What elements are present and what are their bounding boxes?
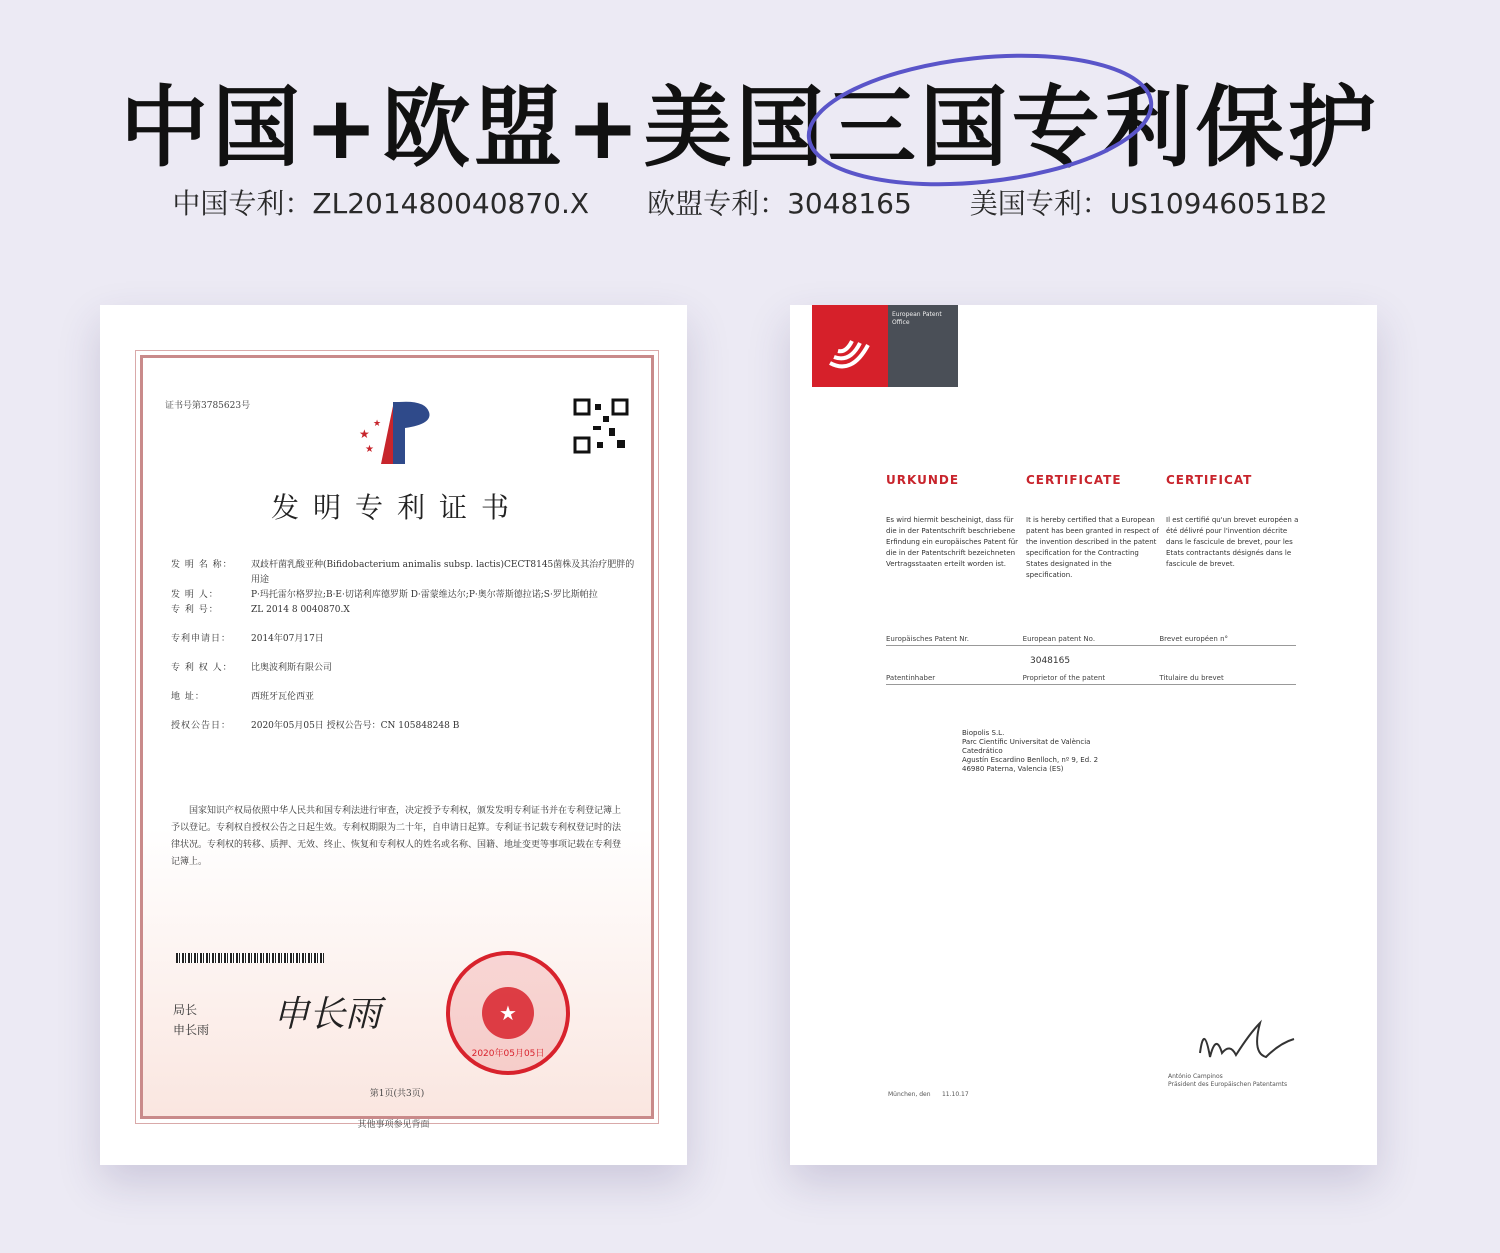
certificate-footer: 其他事项参见背面 bbox=[357, 1120, 430, 1130]
signer-role: Präsident des Europäischen Patentamts bbox=[1168, 1081, 1288, 1088]
certificate-body-text: 国家知识产权局依照中华人民共和国专利法进行审查，决定授予专利权，颁发发明专利证书并在专利登记簿上予以登记。专利权自授权公告之日起生效。专利权期限为二十年，自申请日起算。专利证书记载专利权登记时的法律状况。专利权的转移、质押、无效、终止、恢复和专利权人的姓名或名称、国籍、地址变更等事项记载在专利登记簿上。 bbox=[171, 806, 622, 867]
heading-de: URKUNDE bbox=[886, 473, 960, 487]
field-key: 专利申请日： bbox=[171, 634, 232, 644]
svg-text:★: ★ bbox=[373, 419, 382, 429]
field-row bbox=[171, 603, 641, 618]
eu-patent-certificate bbox=[790, 305, 1377, 1165]
signer-name: António Campinos bbox=[1168, 1073, 1223, 1080]
field-value: 比奥波利斯有限公司 bbox=[251, 663, 333, 673]
address-line: Agustín Escardino Benlloch, nº 9, Ed. 2 bbox=[962, 756, 1099, 764]
field-key: 专 利 权 人： bbox=[171, 663, 233, 673]
patent-us-label: 美国专利：US10946051B2 bbox=[969, 187, 1328, 220]
certificate-headings bbox=[886, 473, 1306, 487]
patent-info-table bbox=[886, 633, 1296, 685]
signature-label bbox=[173, 1000, 209, 1040]
patent-eu-label: 欧盟专利：3048165 bbox=[647, 187, 912, 220]
svg-text:★: ★ bbox=[499, 1001, 517, 1025]
table-cell: Proprietor of the patent bbox=[1022, 674, 1106, 682]
field-key: 专 利 号： bbox=[171, 605, 219, 615]
field-value: P·玛托雷尔格罗拉;B·E·切诺利库德罗斯 D·雷蒙维达尔;P·奥尔蒂斯德拉诺;S·罗比斯帕拉 bbox=[251, 590, 598, 600]
field-value: 双歧杆菌乳酸亚种(Bifidobacterium animalis subsp. lactis)CECT8145菌株及其治疗肥胖的用途 bbox=[251, 560, 635, 585]
field-key: 发 明 名 称： bbox=[171, 560, 233, 570]
official-seal-icon bbox=[443, 948, 573, 1078]
date-value: 11.10.17 bbox=[941, 1091, 969, 1098]
address-line: Catedrático bbox=[962, 747, 1003, 755]
issue-date bbox=[888, 1091, 969, 1098]
table-cell: Patentinhaber bbox=[886, 674, 936, 682]
address-line: Parc Científic Universitat de València bbox=[962, 738, 1091, 746]
field-row bbox=[171, 588, 641, 603]
field-value: 2020年05月05日 授权公告号：CN 105848248 B bbox=[251, 721, 460, 731]
eu-patent-number: 3048165 bbox=[1030, 656, 1071, 666]
cn-patent-certificate bbox=[100, 305, 687, 1165]
epo-logo bbox=[812, 305, 958, 387]
table-row bbox=[886, 672, 1296, 685]
date-label: München, den bbox=[888, 1091, 931, 1098]
address-line: 46980 Paterna, Valencia (ES) bbox=[962, 765, 1064, 773]
address-line: Biopolis S.L. bbox=[962, 729, 1005, 737]
text-fr: Il est certifié qu'un brevet européen a été délivré pour l'invention décrite dans le fascicule de brevet, pour les Etats contractants désignés dans le fascicule de brevet. bbox=[1166, 516, 1299, 568]
field-value: 西班牙瓦伦西亚 bbox=[251, 692, 315, 702]
field-row bbox=[171, 558, 641, 588]
svg-text:★: ★ bbox=[359, 427, 370, 441]
table-cell: Titulaire du brevet bbox=[1159, 674, 1224, 682]
heading-fr: CERTIFICAT bbox=[1166, 473, 1253, 487]
field-row bbox=[171, 661, 641, 676]
field-key: 地 址： bbox=[171, 692, 205, 702]
headline: 中国+欧盟+美国三国专利保护 bbox=[120, 76, 1380, 179]
page-number: 第1页(共3页) bbox=[369, 1089, 425, 1099]
certificate-frame bbox=[140, 355, 654, 1119]
handwritten-signature: 申长雨 bbox=[273, 994, 382, 1035]
certificate-title: 发明专利证书 bbox=[270, 491, 523, 524]
heading-en: CERTIFICATE bbox=[1026, 473, 1122, 487]
field-row bbox=[171, 690, 641, 705]
table-row bbox=[886, 633, 1296, 646]
field-row bbox=[171, 632, 641, 647]
text-de: Es wird hiermit bescheinigt, dass für die in der Patentschrift beschriebene Erfindung ein europäisches Patent für die in der Patentschrift bezeichneten Vertragsstaaten erteilt worden ist. bbox=[886, 516, 1019, 568]
epo-logo-text: European Patent Office bbox=[888, 305, 958, 387]
signature-name: 申长雨 bbox=[173, 1023, 210, 1037]
field-value: 2014年07月17日 bbox=[251, 634, 324, 644]
certificate-text-columns bbox=[886, 515, 1306, 581]
table-cell: Brevet européen n° bbox=[1159, 635, 1229, 643]
text-en: It is hereby certified that a European patent has been granted in respect of the invention described in the patent specification for the Contracting States designated in the specification. bbox=[1026, 516, 1159, 579]
field-key: 授权公告日： bbox=[171, 721, 232, 731]
cnipa-logo-icon bbox=[353, 398, 443, 470]
barcode-icon bbox=[176, 953, 324, 963]
epo-logo-icon bbox=[812, 305, 888, 387]
field-value: ZL 2014 8 0040870.X bbox=[251, 605, 350, 615]
field-row bbox=[171, 719, 641, 734]
seal-date: 2020年05月05日 bbox=[471, 1049, 545, 1059]
signature-title: 局长 bbox=[173, 1003, 198, 1017]
signer-block bbox=[1168, 1073, 1287, 1089]
patent-cn-label: 中国专利：ZL201480040870.X bbox=[172, 187, 590, 220]
certificate-number: 证书号第3785623号 bbox=[165, 401, 251, 411]
svg-text:★: ★ bbox=[365, 444, 374, 455]
table-cell: Europäisches Patent Nr. bbox=[886, 635, 970, 643]
patent-numbers bbox=[0, 182, 1500, 222]
field-key: 发 明 人： bbox=[171, 590, 219, 600]
table-cell: European patent No. bbox=[1022, 635, 1096, 643]
certificate-fields bbox=[171, 558, 641, 734]
proprietor-address bbox=[962, 729, 1098, 774]
qr-code-icon bbox=[573, 398, 629, 454]
